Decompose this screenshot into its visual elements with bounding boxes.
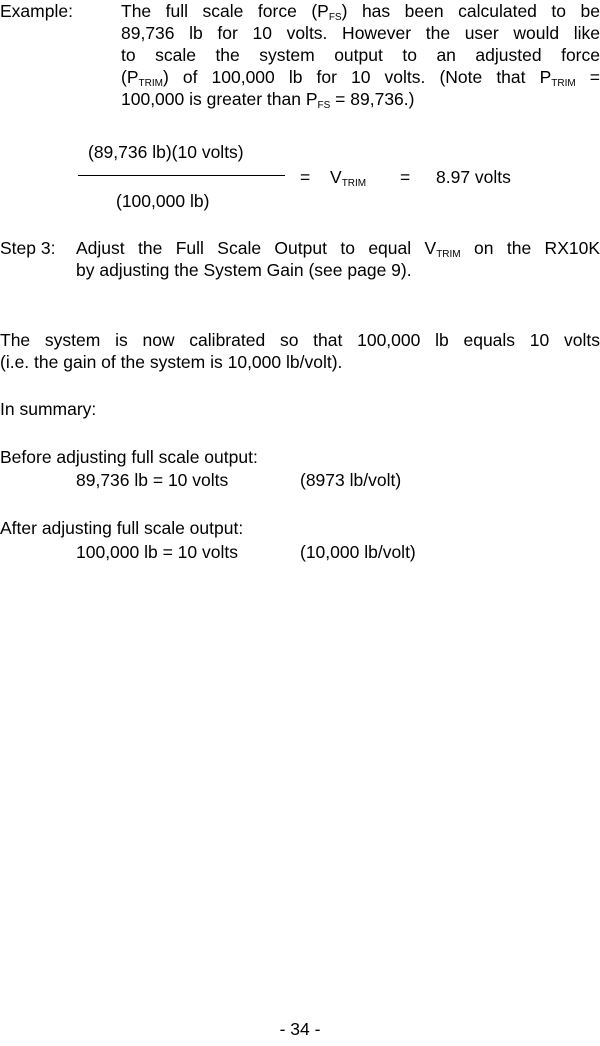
after-value: 100,000 lb = 10 volts bbox=[76, 542, 238, 562]
fraction-bar bbox=[78, 175, 285, 176]
before-value: 89,736 lb = 10 volts bbox=[76, 470, 229, 490]
example-paragraph bbox=[121, 0, 600, 110]
calibrated-line1: The system is now calibrated so that 100,000 lb equals 10 volts bbox=[0, 330, 600, 350]
before-rate: (8973 lb/volt) bbox=[300, 470, 402, 490]
example-line: $(P_{TRIM})$ of 100,000 lb for 10 volts. (Note that $P_{TRIM}$ = bbox=[121, 67, 600, 89]
v-trim-term: $V_{TRIM}$ bbox=[330, 167, 367, 189]
equals-sign-2: = bbox=[400, 167, 411, 187]
before-label: Before adjusting full scale output: bbox=[0, 447, 258, 467]
calibrated-line2: (i.e. the gain of the system is 10,000 lb/volt). bbox=[0, 352, 343, 372]
equation-result: 8.97 volts bbox=[436, 167, 511, 187]
example-line: to scale the system output to an adjusted force bbox=[121, 45, 600, 65]
equation-numerator: (89,736 lb)(10 volts) bbox=[88, 142, 244, 162]
example-line: The full scale force $(P_{FS})$ has been calculated to be bbox=[121, 1, 600, 23]
summary-heading: In summary: bbox=[0, 399, 97, 419]
page-number: - 34 - bbox=[279, 1019, 321, 1039]
step3-label: Step 3: bbox=[0, 238, 56, 258]
step3-line1: Adjust the Full Scale Output to equal $V_{TRIM}$ on the RX10K bbox=[76, 238, 600, 260]
example-line: 100,000 is greater than $P_{FS} = 89,736$.) bbox=[121, 89, 415, 111]
after-label: After adjusting full scale output: bbox=[0, 518, 244, 538]
example-line: 89,736 lb for 10 volts. However the user would like bbox=[121, 23, 600, 43]
equals-sign-1: = bbox=[300, 167, 311, 187]
after-rate: (10,000 lb/volt) bbox=[300, 542, 416, 562]
example-label: Example: bbox=[0, 1, 73, 21]
step3-line2: by adjusting the System Gain (see page 9). bbox=[76, 260, 412, 280]
equation-denominator: (100,000 lb) bbox=[116, 191, 210, 211]
